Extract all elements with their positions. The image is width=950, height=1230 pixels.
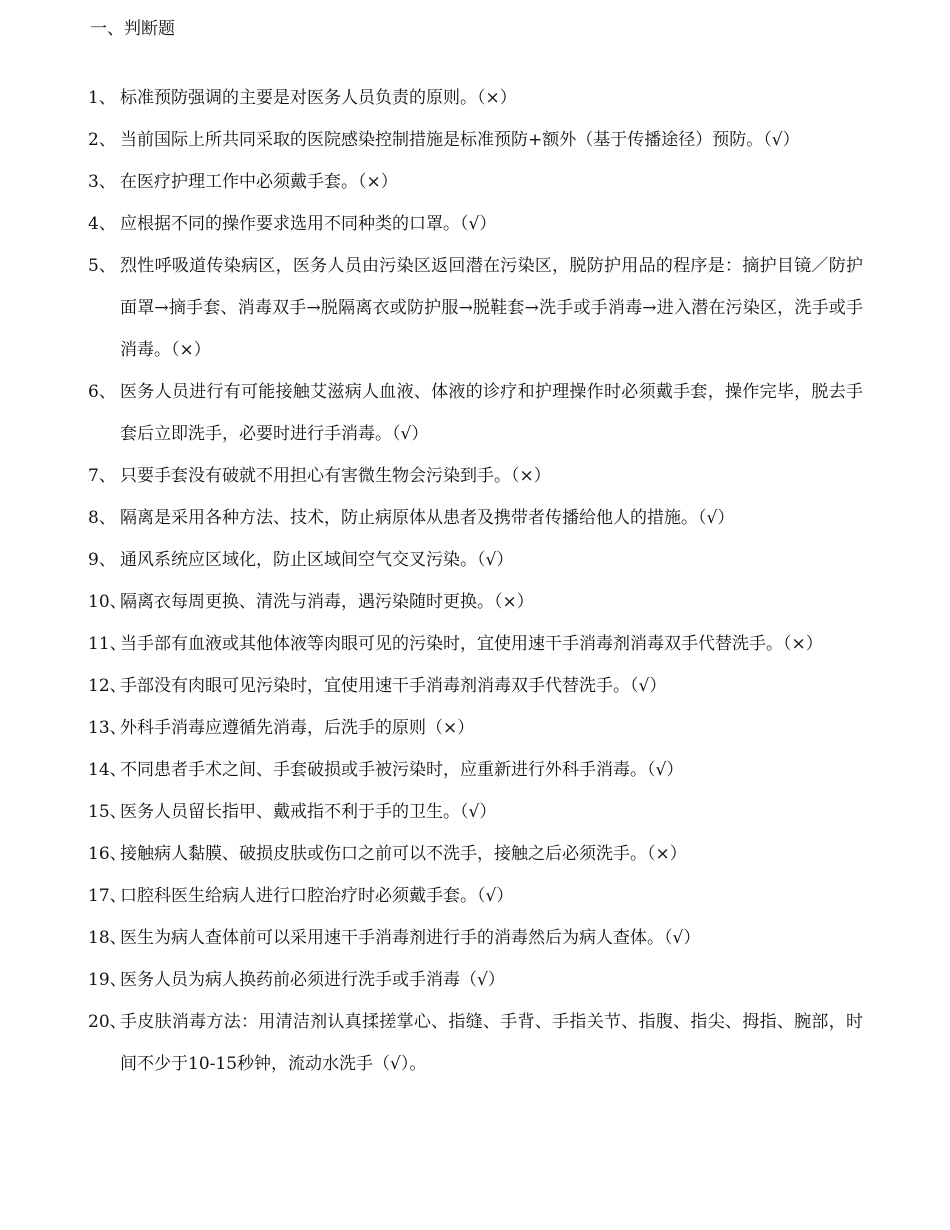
question-item [88, 707, 863, 749]
question-item [88, 623, 863, 665]
question-number: 11、 [88, 634, 127, 654]
question-number: 6、 [88, 382, 116, 402]
question-number: 2、 [88, 130, 116, 150]
question-text: 烈性呼吸道传染病区，医务人员由污染区返回潜在污染区，脱防护用品的程序是：摘护目镜／防护面罩→摘手套、消毒双手→脱隔离衣或防护服→脱鞋套→洗手或手消毒→进入潜在污染区，洗手或手消毒。（×） [120, 256, 863, 360]
question-text: 当前国际上所共同采取的医院感染控制措施是标准预防+额外（基于传播途径）预防。（√） [120, 130, 800, 150]
question-text: 只要手套没有破就不用担心有害微生物会污染到手。（×） [120, 466, 551, 486]
question-item [88, 455, 863, 497]
question-item [88, 833, 863, 875]
question-text: 隔离是采用各种方法、技术，防止病原体从患者及携带者传播给他人的措施。（√） [120, 508, 735, 528]
question-item [88, 749, 863, 791]
question-item [88, 959, 863, 1001]
question-number: 18、 [88, 928, 127, 948]
question-item [88, 1001, 863, 1085]
question-text: 在医疗护理工作中必须戴手套。（×） [120, 172, 398, 192]
question-list [88, 77, 863, 1085]
question-text: 医务人员留长指甲、戴戒指不利于手的卫生。（√） [120, 802, 497, 822]
question-text: 当手部有血液或其他体液等肉眼可见的污染时，宜使用速干手消毒剂消毒双手代替洗手。（×） [120, 634, 823, 654]
question-number: 14、 [88, 760, 127, 780]
question-item [88, 917, 863, 959]
question-number: 16、 [88, 844, 127, 864]
question-item [88, 497, 863, 539]
question-number: 12、 [88, 676, 127, 696]
question-number: 1、 [88, 88, 116, 108]
question-text: 医生为病人查体前可以采用速干手消毒剂进行手的消毒然后为病人查体。（√） [120, 928, 701, 948]
question-text: 外科手消毒应遵循先消毒，后洗手的原则（×） [120, 718, 475, 738]
question-number: 9、 [88, 550, 116, 570]
question-text: 接触病人黏膜、破损皮肤或伤口之前可以不洗手，接触之后必须洗手。（×） [120, 844, 687, 864]
section-title: 一、判断题 [90, 19, 175, 39]
question-text: 医务人员进行有可能接触艾滋病人血液、体液的诊疗和护理操作时必须戴手套，操作完毕，脱去手套后立即洗手，必要时进行手消毒。（√） [120, 382, 863, 444]
question-item [88, 581, 863, 623]
question-item [88, 161, 863, 203]
question-item [88, 203, 863, 245]
question-number: 10、 [88, 592, 127, 612]
question-text: 应根据不同的操作要求选用不同种类的口罩。（√） [120, 214, 497, 234]
question-number: 19、 [88, 970, 127, 990]
question-number: 5、 [88, 256, 116, 276]
question-item [88, 665, 863, 707]
question-text: 隔离衣每周更换、清洗与消毒，遇污染随时更换。（×） [120, 592, 534, 612]
question-text: 手皮肤消毒方法：用清洁剂认真揉搓掌心、指缝、手背、手指关节、指腹、指尖、拇指、腕部，时间不少于10-15秒钟，流动水洗手（√）。 [120, 1012, 863, 1074]
question-text: 标准预防强调的主要是对医务人员负责的原则。（×） [120, 88, 517, 108]
question-item [88, 245, 863, 371]
question-number: 7、 [88, 466, 116, 486]
question-number: 17、 [88, 886, 127, 906]
question-item [88, 875, 863, 917]
question-number: 13、 [88, 718, 127, 738]
question-number: 20、 [88, 1012, 127, 1032]
question-item [88, 371, 863, 455]
question-item [88, 119, 863, 161]
question-number: 8、 [88, 508, 116, 528]
question-item [88, 539, 863, 581]
question-item [88, 791, 863, 833]
question-text: 手部没有肉眼可见污染时，宜使用速干手消毒剂消毒双手代替洗手。（√） [120, 676, 667, 696]
question-number: 4、 [88, 214, 116, 234]
question-number: 3、 [88, 172, 116, 192]
question-text: 口腔科医生给病人进行口腔治疗时必须戴手套。（√） [120, 886, 514, 906]
question-text: 医务人员为病人换药前必须进行洗手或手消毒（√） [120, 970, 505, 990]
question-text: 不同患者手术之间、手套破损或手被污染时，应重新进行外科手消毒。（√） [120, 760, 684, 780]
question-text: 通风系统应区域化，防止区域间空气交叉污染。（√） [120, 550, 514, 570]
question-number: 15、 [88, 802, 127, 822]
question-item [88, 77, 863, 119]
